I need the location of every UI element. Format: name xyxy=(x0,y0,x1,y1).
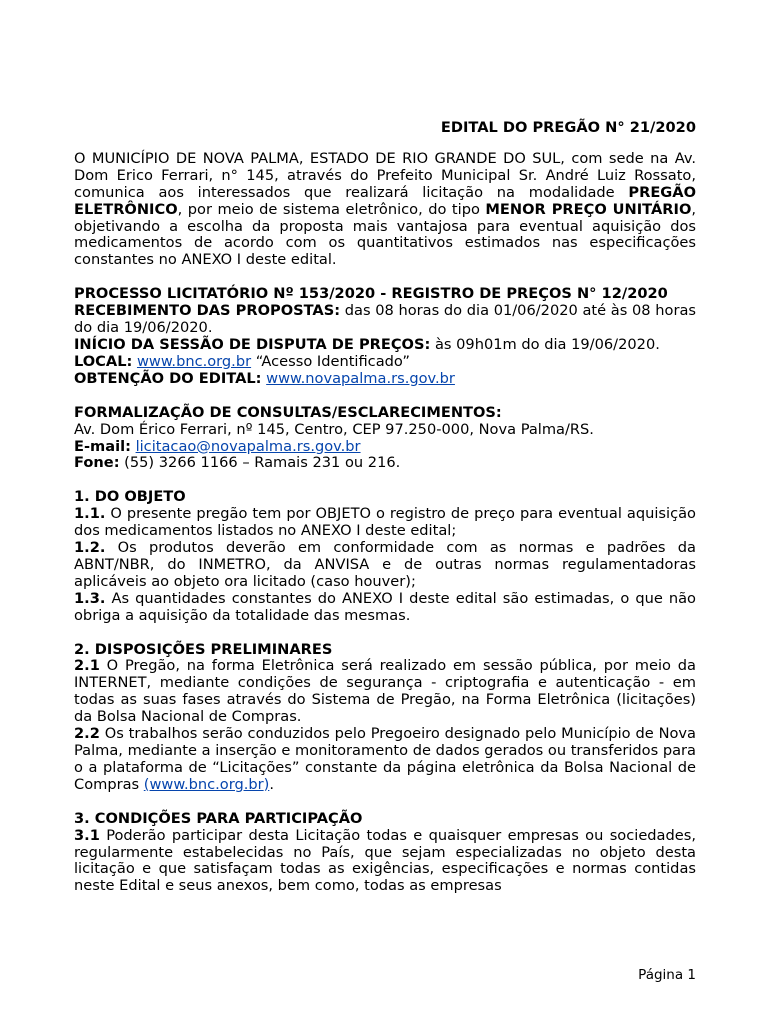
document-page xyxy=(74,120,696,895)
notice-source: OBTENÇÃO DO EDITAL: www.novapalma.rs.gov.br xyxy=(74,369,455,387)
novapalma-link[interactable]: www.novapalma.rs.gov.br xyxy=(266,369,455,387)
page-number: Página 1 xyxy=(638,967,696,983)
bnc-link-paren-close: ) xyxy=(263,775,270,793)
session-start: INÍCIO DA SESSÃO DE DISPUTA DE PREÇOS: às 09h01m do dia 19/06/2020. xyxy=(74,335,660,353)
contact-section xyxy=(74,405,696,473)
bnc-link-paren-open: ( xyxy=(143,775,150,793)
contact-phone: Fone: (55) 3266 1166 – Ramais 231 ou 216. xyxy=(74,454,401,472)
clause-3-1: 3.1 Poderão participar desta Licitação todas e quaisquer empresas ou sociedades, regularmente estabelecidas no País, que sejam especializadas no objeto desta licitação e que satisfaçam todas as exigências, especificações e normas contidas neste Edital e seus anexos, bem como, todas as empresas xyxy=(74,826,696,895)
contact-address: Av. Dom Érico Ferrari, nº 145, Centro, CEP 97.250-000, Nova Palma/RS. xyxy=(74,420,594,438)
contact-email: E-mail: licitacao@novapalma.rs.gov.br xyxy=(74,437,361,455)
proposal-receipt: RECEBIMENTO DAS PROPOSTAS: das 08 horas do dia 01/06/2020 até às 08 horas do dia 19/06/2020. xyxy=(74,302,696,337)
process-info xyxy=(74,286,696,387)
section-heading: 2. DISPOSIÇÕES PRELIMINARES xyxy=(74,640,333,658)
section-heading: 1. DO OBJETO xyxy=(74,488,186,506)
bnc-link[interactable]: www.bnc.org.br xyxy=(136,352,252,370)
process-number: PROCESSO LICITATÓRIO Nº 153/2020 - REGISTRO DE PREÇOS N° 12/2020 xyxy=(74,285,668,303)
intro-modality: PREGÃO ELETRÔNICO xyxy=(74,183,696,218)
intro-text: O MUNICÍPIO DE NOVA PALMA, ESTADO DE RIO GRANDE DO SUL, com sede na Av. Dom Erico Ferrari, n° 145, através do Prefeito Municipal Sr. André Luiz Rossato, comunica aos interessados que realizará licitação na modalidade xyxy=(74,149,696,201)
intro-paragraph xyxy=(74,151,696,269)
section-preliminary xyxy=(74,642,696,794)
intro-text: , por meio de sistema eletrônico, do tipo xyxy=(177,200,486,218)
email-link[interactable]: licitacao@novapalma.rs.gov.br xyxy=(135,437,361,455)
bnc-link[interactable]: www.bnc.org.br xyxy=(149,775,264,793)
clause-1-1: 1.1. O presente pregão tem por OBJETO o registro de preço para eventual aquisição dos medicamentos listados no ANEXO I deste edital; xyxy=(74,505,696,540)
clause-2-1: 2.1 O Pregão, na forma Eletrônica será realizado em sessão pública, por meio da INTERNET, mediante condições de segurança - criptografia e autenticação - em todas as suas fases através do Sistema de Pregão, na Forma Eletrônica (licitações) da Bolsa Nacional de Compras. xyxy=(74,657,696,726)
section-participation xyxy=(74,811,696,896)
intro-text: , objetivando a escolha da proposta mais vantajosa para eventual aquisição dos medicamentos de acordo com os quantitativos estimados nas especificações constantes no ANEXO I deste edital. xyxy=(74,200,696,269)
contact-heading: FORMALIZAÇÃO DE CONSULTAS/ESCLARECIMENTOS: xyxy=(74,403,502,421)
location: LOCAL: www.bnc.org.br “Acesso Identificado” xyxy=(74,352,410,370)
section-object xyxy=(74,489,696,624)
section-heading: 3. CONDIÇÕES PARA PARTICIPAÇÃO xyxy=(74,809,363,827)
document-title: EDITAL DO PREGÃO N° 21/2020 xyxy=(440,119,696,136)
clause-1-3: 1.3. As quantidades constantes do ANEXO I deste edital são estimadas, o que não obriga a aquisição da totalidade das mesmas. xyxy=(74,589,696,624)
clause-2-2: 2.2 Os trabalhos serão conduzidos pelo Pregoeiro designado pelo Município de Nova Palma, mediante a inserção e monitoramento de dados gerados ou transferidos para o a plataforma de “Licitações” constante da página eletrônica da Bolsa Nacional de Compras (www.bnc.org.br). xyxy=(74,725,696,793)
intro-type: MENOR PREÇO UNITÁRIO xyxy=(485,200,692,218)
clause-1-2: 1.2. Os produtos deverão em conformidade com as normas e padrões da ABNT/NBR, do INMETRO, da ANVISA e de outras normas regulamentadoras aplicáveis ao objeto ora licitado (caso houver); xyxy=(74,539,696,590)
